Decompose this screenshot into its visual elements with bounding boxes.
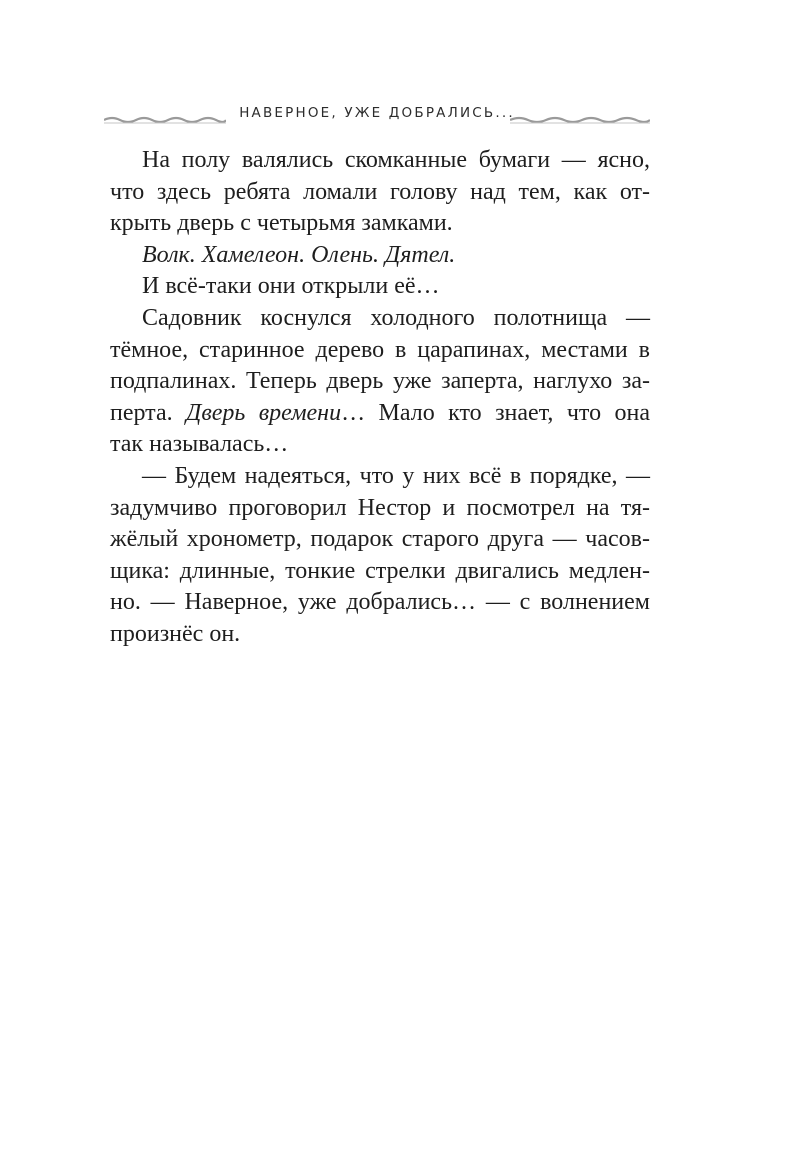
text-line: — Будем надеяться, что у них всё в порядке, — — [142, 462, 650, 489]
text-fragment: … Мало кто знает, что она — [341, 399, 650, 426]
running-header — [104, 104, 650, 128]
text-line: щика: длинные, тонкие стрелки двигались медлен- — [110, 557, 650, 584]
text-line: задумчиво проговорил Нестор и посмотрел на тя- — [110, 494, 650, 521]
italic-fragment: Дверь времени — [186, 399, 342, 426]
paragraph — [142, 240, 650, 272]
paragraph — [110, 461, 650, 651]
paragraph — [110, 145, 650, 240]
text-line: На полу валялись скомканные бумаги — ясно, — [142, 147, 650, 173]
text-line: Садовник коснулся холодного полотнища — — [142, 304, 650, 331]
text-line: но. — Наверное, уже добрались… — с волнением — [110, 589, 650, 616]
text-line: тёмное, старинное дерево в царапинах, местами в — [110, 336, 650, 363]
right-ornament-rule — [510, 114, 650, 126]
text-line: произнёс он. — [110, 620, 241, 647]
text-line: что здесь ребята ломали голову над тем, как от- — [110, 178, 650, 205]
body-text — [110, 145, 650, 651]
text-line: И всё-таки они открыли её… — [142, 273, 440, 300]
text-line: подпалинах. Теперь дверь уже заперта, наглухо за- — [110, 368, 650, 395]
text-line: так называлась… — [110, 431, 289, 458]
text-line — [110, 398, 650, 430]
text-line: крыть дверь с четырьмя замками. — [110, 210, 453, 237]
paragraph — [110, 303, 650, 461]
running-title: НАВЕРНОЕ, УЖЕ ДОБРАЛИСЬ... — [239, 105, 515, 121]
text-fragment: перта. — [110, 399, 187, 426]
paragraph — [142, 271, 650, 303]
text-line: жёлый хронометр, подарок старого друга — часов- — [110, 526, 650, 553]
text-line: Волк. Хамелеон. Олень. Дятел. — [142, 241, 456, 268]
